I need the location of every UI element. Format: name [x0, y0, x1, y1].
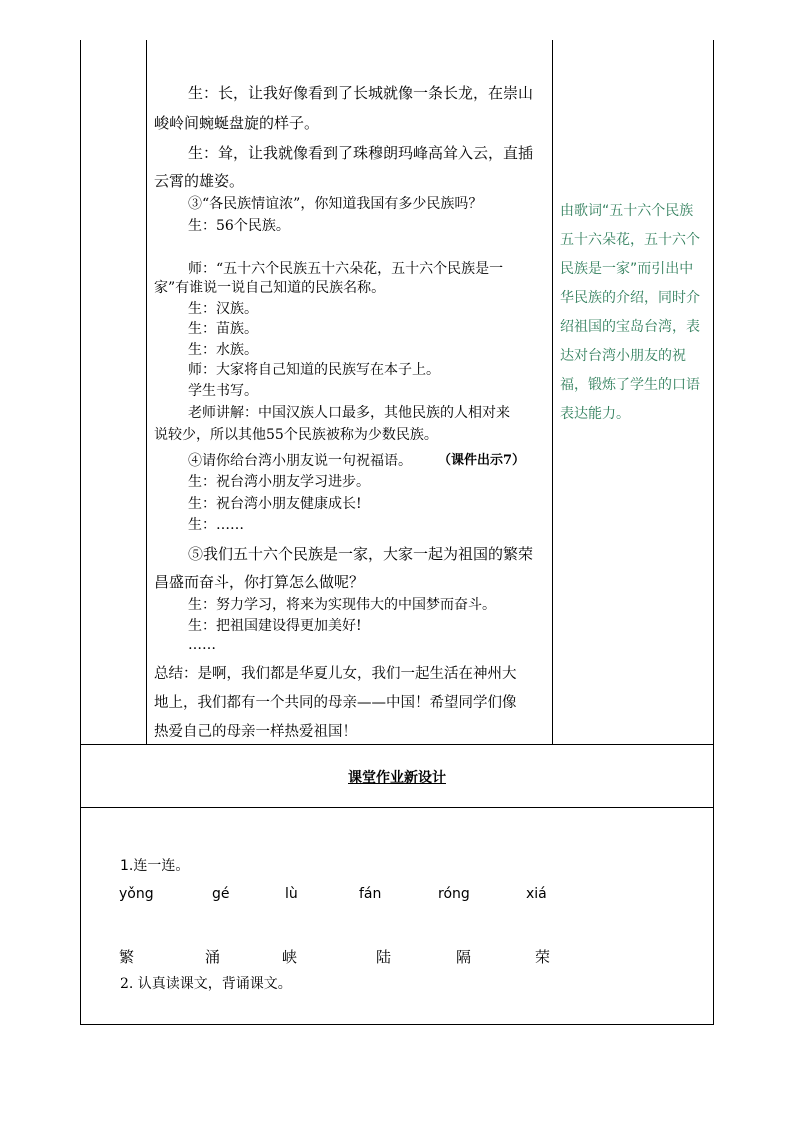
lesson-line: 学生书写。 — [188, 383, 258, 399]
note-line: 绍祖国的宝岛台湾，表 — [560, 319, 700, 335]
table-inner-right — [552, 40, 553, 745]
lesson-line: 生：56个民族。 — [188, 218, 290, 234]
table-inner-left — [146, 40, 147, 745]
lesson-line: ④请你给台湾小朋友说一句祝福语。 — [188, 453, 412, 469]
lesson-line: 生：…… — [188, 517, 244, 533]
lesson-line: 生：努力学习，将来为实现伟大的中国梦而奋斗。 — [188, 597, 496, 613]
pinyin-item: gé — [212, 886, 230, 902]
lesson-line: 生：水族。 — [188, 342, 258, 358]
lesson-line: 生：把祖国建设得更加美好! — [188, 618, 362, 634]
lesson-line: 云霄的雄姿。 — [154, 172, 245, 190]
note-line: 民族是一家”而引出中 — [560, 261, 694, 277]
homework-title-text: 课堂作业新设计 — [348, 770, 446, 786]
lesson-line: …… — [188, 637, 216, 653]
lesson-line: 说较少，所以其他55个民族被称为少数民族。 — [154, 427, 438, 443]
summary-line: 热爱自己的母亲一样热爱祖国！ — [154, 724, 357, 740]
note-line: 表达能力。 — [560, 406, 630, 422]
table-border-left — [80, 40, 81, 1025]
lesson-line: 生：祝台湾小朋友学习进步。 — [188, 474, 370, 490]
lesson-line: 老师讲解：中国汉族人口最多，其他民族的人相对来 — [188, 405, 510, 421]
lesson-line: 生：苗族。 — [188, 321, 258, 337]
design-note — [560, 197, 720, 429]
note-line: 五十六朵花，五十六个 — [560, 232, 700, 248]
hanzi-item: 峡 — [282, 948, 298, 966]
hanzi-item: 陆 — [376, 948, 392, 966]
hanzi-item: 荣 — [535, 948, 551, 966]
hanzi-item: 繁 — [119, 948, 135, 966]
pinyin-item: róng — [438, 886, 470, 902]
question-2: 2. 认真读课文，背诵课文。 — [120, 976, 292, 992]
pinyin-item: xiá — [526, 886, 547, 902]
table-row-divider-2 — [80, 807, 714, 808]
lesson-line: 师：大家将自己知道的民族写在本子上。 — [188, 362, 440, 378]
summary-line: 总结：是啊，我们都是华夏儿女，我们一起生活在神州大 — [154, 666, 517, 682]
table-row-divider-1 — [80, 744, 714, 745]
note-line: 由歌词“五十六个民族 — [560, 203, 694, 219]
table-border-right — [713, 40, 714, 1025]
lesson-line: 生：汉族。 — [188, 301, 258, 317]
lesson-line: ③“各民族情谊浓”，你知道我国有多少民族吗？ — [188, 196, 483, 212]
pinyin-item: fán — [359, 886, 382, 902]
lesson-line: 师：“五十六个民族五十六朵花，五十六个民族是一 — [188, 261, 504, 277]
summary-line: 地上，我们都有一个共同的母亲——中国！希望同学们像 — [154, 695, 517, 711]
pinyin-item: yǒng — [119, 886, 154, 902]
lesson-line: 昌盛而奋斗，你打算怎么做呢？ — [154, 573, 365, 591]
lesson-line: 峻岭间蜿蜒盘旋的样子。 — [154, 114, 320, 132]
lesson-line: 生：耸，让我就像看到了珠穆朗玛峰高耸入云，直插 — [188, 144, 534, 162]
question-1: 1.连一连。 — [120, 858, 190, 874]
table-border-bottom — [80, 1024, 714, 1025]
note-line: 达对台湾小朋友的祝 — [560, 348, 686, 364]
hanzi-item: 隔 — [456, 948, 472, 966]
lesson-line: ⑤我们五十六个民族是一家，大家一起为祖国的繁荣 — [188, 545, 534, 563]
lesson-line: 生：长，让我好像看到了长城就像一条长龙，在崇山 — [188, 84, 534, 102]
lesson-line: 家”有谁说一说自己知道的民族名称。 — [154, 280, 386, 296]
lesson-line: 生：祝台湾小朋友健康成长! — [188, 496, 362, 512]
pinyin-item: lù — [285, 886, 298, 902]
courseware-tag: （课件出示7） — [438, 453, 526, 468]
note-line: 福，锻炼了学生的口语 — [560, 377, 700, 393]
note-line: 华民族的介绍，同时介 — [560, 290, 700, 306]
homework-title — [0, 767, 794, 787]
hanzi-item: 涌 — [205, 948, 221, 966]
